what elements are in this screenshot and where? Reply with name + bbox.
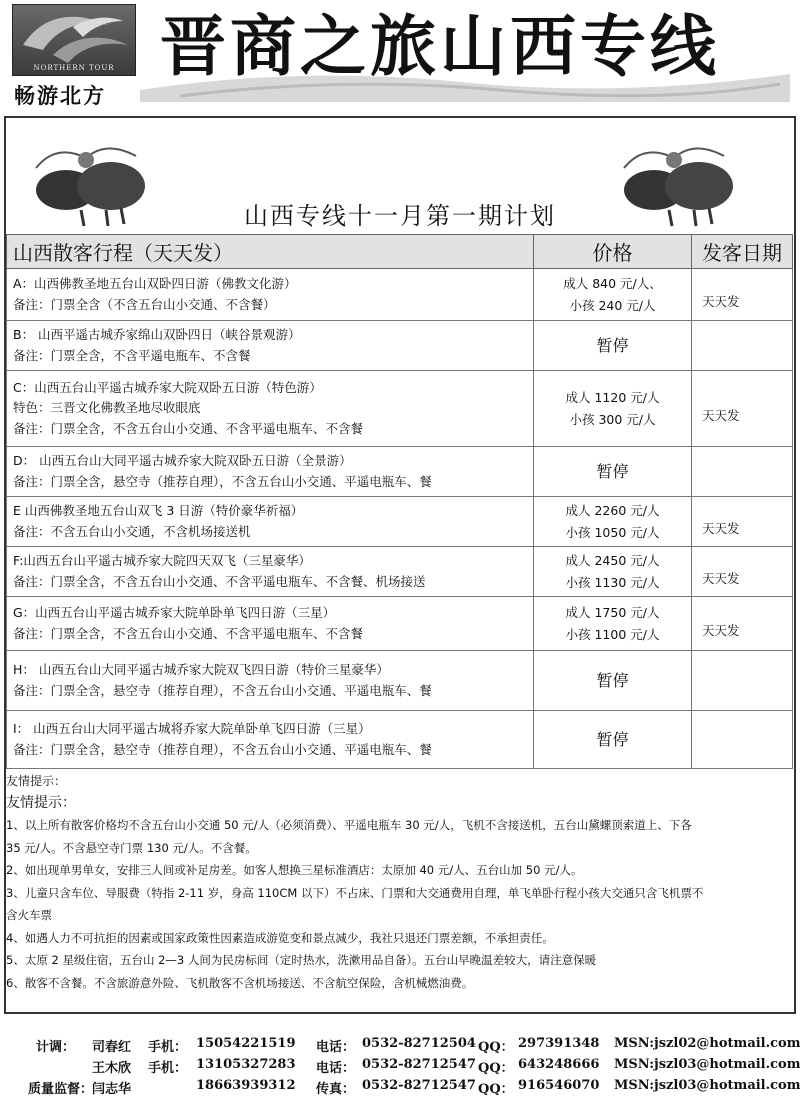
- status-paused: 暂停: [596, 461, 629, 481]
- contact-name: 王木欣: [92, 1061, 132, 1076]
- price-cell: [534, 597, 692, 651]
- mobile-number: 15054221519: [196, 1036, 296, 1051]
- msn-address: jszl03@hotmail.com: [654, 1057, 800, 1072]
- adult-price: 成人 2450 元/人: [565, 552, 660, 568]
- tip-item: 6、散客不含餐。不含旅游意外险、飞机散客不含机场接送、不含航空保险，含机械燃油费。: [6, 975, 474, 990]
- table-row: [7, 447, 793, 497]
- adult-price: 成人 1750 元/人: [565, 604, 660, 620]
- status-paused: 暂停: [596, 670, 629, 690]
- mobile-label: 手机：: [148, 1040, 188, 1055]
- plan-title: 山西专线十一月第一期计划: [244, 202, 556, 230]
- departure-cell: 天天发: [692, 269, 793, 321]
- price-cell: [534, 497, 692, 547]
- tip-item: 含火车票: [6, 908, 52, 922]
- msn-label: MSN:: [614, 1057, 654, 1072]
- itinerary-cell: [7, 371, 534, 447]
- itinerary-title: C：山西五台山平遥古城乔家大院双卧五日游（特色游）: [13, 379, 322, 395]
- itinerary-cell: [7, 447, 534, 497]
- departure-cell: 天天发: [692, 497, 793, 547]
- contact-role: 质量监督：: [28, 1082, 94, 1097]
- price-cell: [534, 547, 692, 597]
- itinerary-note: 备注：门票全含，悬空寺（推荐自理），不含五台山小交通、平遥电瓶车、餐: [13, 682, 432, 698]
- departure-cell: 天天发: [692, 597, 793, 651]
- price-cell: [534, 321, 692, 371]
- tips-section: [6, 770, 786, 994]
- msn-label: MSN:: [614, 1036, 654, 1051]
- itinerary-title: E 山西佛教圣地五台山双飞 3 日游（特价豪华祈福）: [13, 503, 304, 518]
- tel-number: 0532-82712547: [362, 1057, 476, 1072]
- table-row: [7, 371, 793, 447]
- departure-cell: [692, 711, 793, 769]
- child-price: 小孩 300 元/人: [569, 411, 656, 427]
- departure-cell: [692, 651, 793, 711]
- contact-row: [0, 1078, 800, 1099]
- page-header: [0, 0, 800, 108]
- contact-footer: [0, 1036, 800, 1099]
- itinerary-cell: [7, 711, 534, 769]
- column-header-price: 价格: [534, 235, 692, 269]
- table-row: [7, 711, 793, 769]
- tel-label: 传真：: [316, 1082, 356, 1097]
- qq-number: 643248666: [518, 1057, 600, 1072]
- msn-address: jszl03@hotmail.com: [654, 1078, 800, 1093]
- tip-item: 2、如出现单男单女，安排三人间或补足房差。如客人想换三星标准酒店：太原加 40 元/人、五台山加 50 元/人。: [6, 863, 583, 877]
- tips-heading: 友情提示：: [6, 795, 76, 811]
- qq-number: 297391348: [518, 1036, 600, 1051]
- itinerary-title: I： 山西五台山大同平遥古城将乔家大院单卧单飞四日游（三星）: [13, 721, 371, 736]
- qq-label: QQ：: [478, 1061, 514, 1076]
- contact-name: 司春红: [92, 1040, 132, 1055]
- adult-price: 成人 1120 元/人: [565, 389, 660, 405]
- qq-label: QQ：: [478, 1040, 514, 1055]
- child-price: 小孩 1050 元/人: [565, 524, 660, 540]
- price-cell: [534, 711, 692, 769]
- departure-cell: 天天发: [692, 371, 793, 447]
- itinerary-cell: [7, 269, 534, 321]
- table-row: [7, 269, 793, 321]
- tip-item: 4、如遇人力不可抗拒的因素或国家政策性因素造成游览变和景点减少，我社只退还门票差额，不承担责任。: [6, 930, 554, 945]
- msn-address: jszl02@hotmail.com: [654, 1036, 800, 1051]
- itinerary-note: 特色：三晋文化佛教圣地尽收眼底: [13, 400, 201, 416]
- logo-text: NORTHERN TOUR: [33, 64, 115, 72]
- itinerary-title: B： 山西平遥古城乔家绵山双卧四日（峡谷景观游）: [13, 327, 301, 342]
- contact-name: 闫志华: [92, 1082, 132, 1097]
- itinerary-cell: [7, 547, 534, 597]
- column-header-departure: 发客日期: [692, 235, 793, 269]
- itinerary-note: 备注：门票全含，不含五台山小交通、不含平遥电瓶车、不含餐: [13, 625, 364, 641]
- tip-item: 35 元/人。不含悬空寺门票 130 元/人。不含餐。: [6, 840, 257, 855]
- price-cell: [534, 651, 692, 711]
- itinerary-title: G：山西五台山平遥古城乔家大院单卧单飞四日游（三星）: [13, 605, 336, 620]
- tel-number: 0532-82712504: [362, 1036, 476, 1051]
- child-price: 小孩 240 元/人: [569, 297, 656, 313]
- table-header-row: [7, 235, 793, 269]
- departure-cell: [692, 447, 793, 497]
- table-row: [7, 651, 793, 711]
- itinerary-cell: [7, 597, 534, 651]
- child-price: 小孩 1100 元/人: [565, 626, 660, 642]
- tour-table: [6, 234, 793, 769]
- itinerary-cell: [7, 651, 534, 711]
- tip-item: 1、以上所有散客价格均不含五台山小交通 50 元/人（必须消费）、平遥电瓶车 30 元/人，飞机不含接送机，五台山黛螺顶索道上、下各: [6, 818, 692, 832]
- price-cell: [534, 447, 692, 497]
- tip-item: 5、太原 2 星级住宿，五台山 2—3 人间为民房标间（定时热水，洗漱用品自备）。五台山早晚温差较大，请注意保暖: [6, 953, 597, 967]
- table-row: [7, 321, 793, 371]
- tel-label: 电话：: [316, 1061, 356, 1076]
- price-cell: [534, 269, 692, 321]
- main-title: 晋商之旅山西专线: [160, 7, 720, 85]
- tel-number: 0532-82712547: [362, 1078, 476, 1093]
- mobile-label: 手机：: [148, 1061, 188, 1076]
- msn-label: MSN:: [614, 1078, 654, 1093]
- itinerary-note: 备注：门票全含（不含五台山小交通、不含餐）: [13, 296, 276, 312]
- itinerary-title: A：山西佛教圣地五台山双卧四日游（佛教文化游）: [13, 276, 297, 291]
- itinerary-note: 备注：门票全含，不含五台山小交通、不含平遥电瓶车、不含餐: [13, 420, 364, 436]
- adult-price: 成人 840 元/人、: [563, 275, 662, 291]
- adult-price: 成人 2260 元/人: [565, 502, 660, 518]
- contact-row: [0, 1036, 800, 1057]
- status-paused: 暂停: [596, 729, 629, 749]
- price-cell: [534, 371, 692, 447]
- itinerary-title: F:山西五台山平遥古城乔家大院四天双飞（三星豪华）: [13, 553, 311, 568]
- itinerary-note: 备注：门票全含，悬空寺（推荐自理），不含五台山小交通、平遥电瓶车、餐: [13, 473, 432, 489]
- mobile-number: 13105327283: [196, 1057, 296, 1072]
- column-header-itinerary: 山西散客行程（天天发）: [7, 235, 534, 269]
- mobile-number: 18663939312: [196, 1078, 296, 1093]
- itinerary-cell: [7, 321, 534, 371]
- itinerary-note: 备注：门票全含，不含平遥电瓶车、不含餐: [13, 347, 251, 363]
- qq-label: QQ：: [478, 1082, 514, 1097]
- itinerary-note: 备注：不含五台山小交通，不含机场接送机: [13, 523, 251, 539]
- departure-cell: [692, 321, 793, 371]
- itinerary-note: 备注：门票全含，悬空寺（推荐自理），不含五台山小交通、平遥电瓶车、餐: [13, 741, 432, 757]
- qq-number: 916546070: [518, 1078, 600, 1093]
- itinerary-title: H： 山西五台山大同平遥古城乔家大院双飞四日游（特价三星豪华）: [13, 662, 389, 677]
- tip-item: 3、儿童只含车位、导服费（特指 2-11 岁，身高 110CM 以下）不占床、门票和大交通费用自理，单飞单卧行程小孩大交通只含飞机票不: [6, 885, 704, 900]
- child-price: 小孩 1130 元/人: [565, 574, 660, 590]
- itinerary-cell: [7, 497, 534, 547]
- table-row: [7, 547, 793, 597]
- itinerary-note: 备注：门票全含，不含五台山小交通、不含平遥电瓶车、不含餐、机场接送: [13, 573, 426, 589]
- itinerary-title: D： 山西五台山大同平遥古城乔家大院双卧五日游（全景游）: [13, 453, 352, 468]
- table-row: [7, 497, 793, 547]
- tips-heading-small: 友情提示：: [6, 774, 67, 788]
- departure-cell: 天天发: [692, 547, 793, 597]
- table-row: [7, 597, 793, 651]
- contact-role: 计调：: [36, 1040, 76, 1055]
- contact-row: [0, 1057, 800, 1078]
- brand-name: 畅游北方: [14, 83, 106, 108]
- company-logo: [12, 4, 136, 76]
- status-paused: 暂停: [596, 335, 629, 355]
- tel-label: 电话：: [316, 1040, 356, 1055]
